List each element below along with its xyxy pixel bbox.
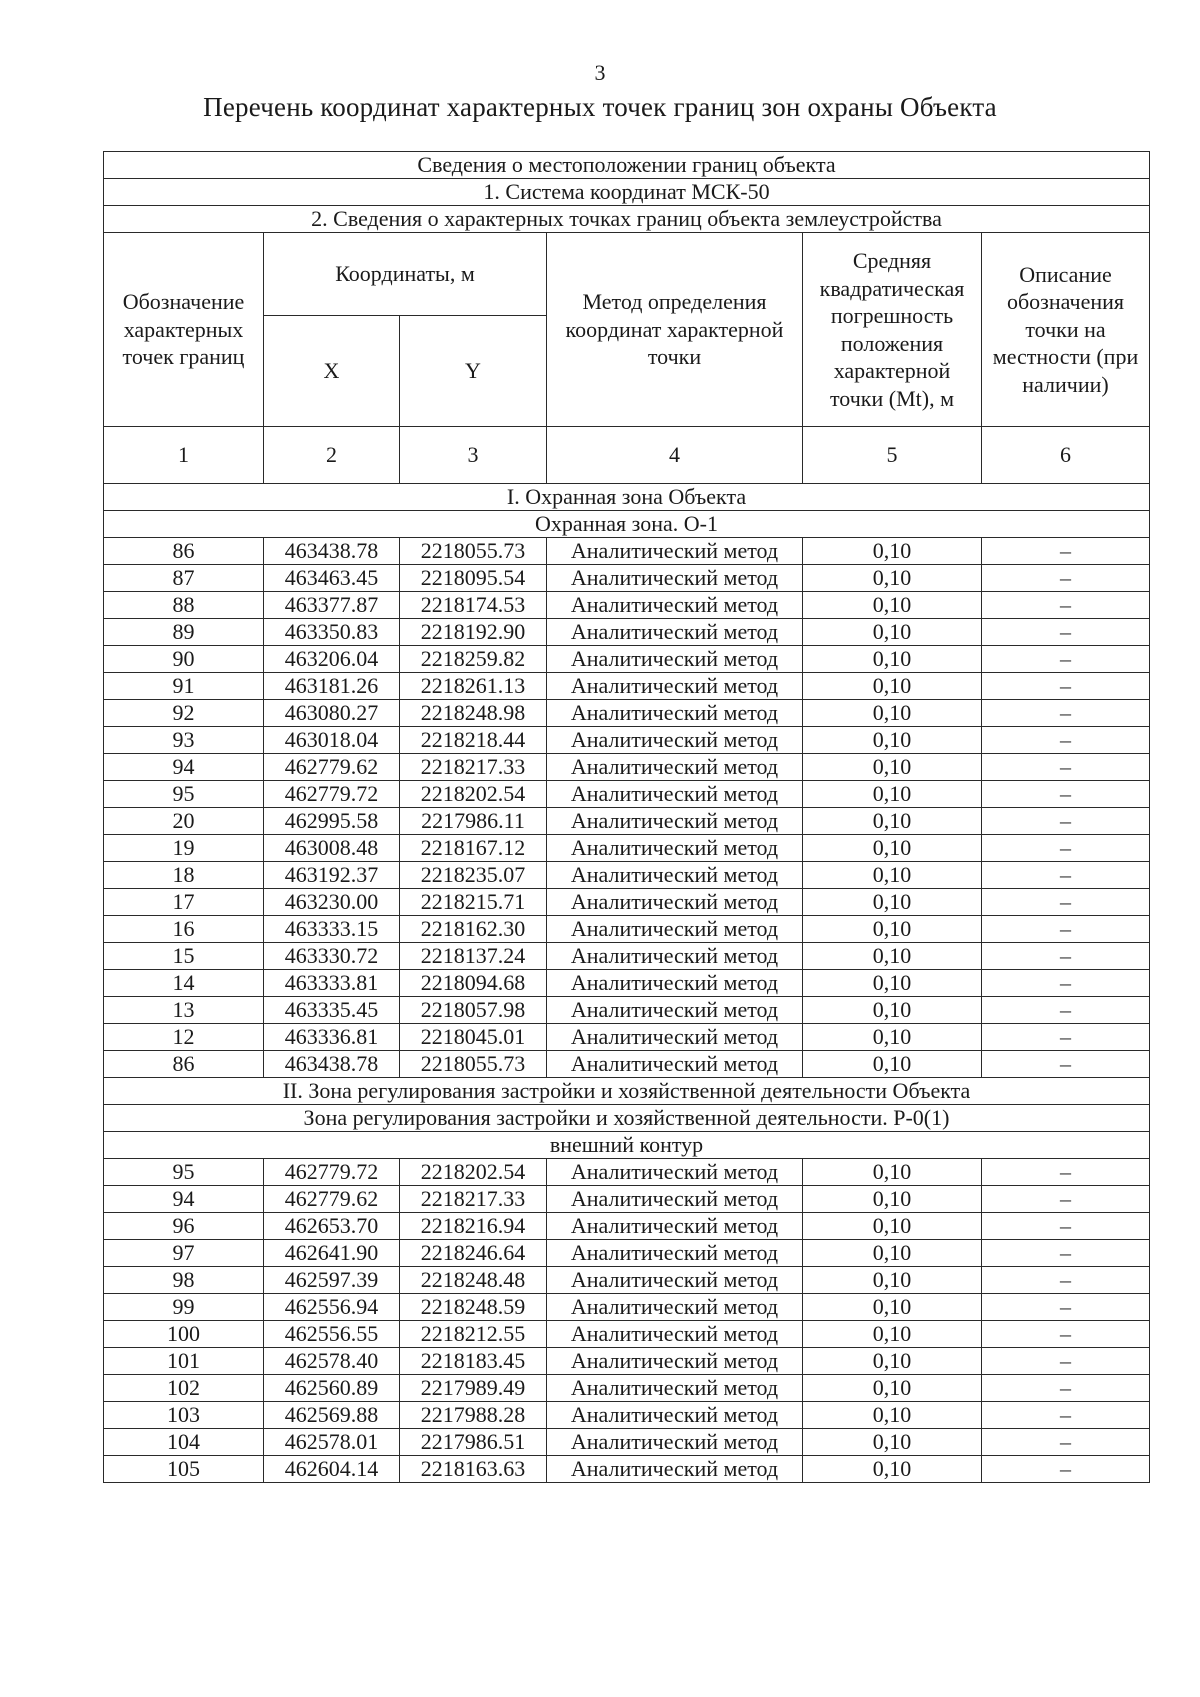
method-cell: Аналитический метод <box>547 808 803 835</box>
mean-error-cell: 0,10 <box>803 565 982 592</box>
table-row <box>104 1051 1150 1078</box>
method-cell: Аналитический метод <box>547 673 803 700</box>
method-cell: Аналитический метод <box>547 619 803 646</box>
page-number: 3 <box>594 60 606 85</box>
description-cell: – <box>982 700 1150 727</box>
table-row <box>104 970 1150 997</box>
method-cell: Аналитический метод <box>547 1024 803 1051</box>
mean-error-cell: 0,10 <box>803 1456 982 1483</box>
x-coordinate-cell: 463330.72 <box>264 943 400 970</box>
description-cell: – <box>982 1267 1150 1294</box>
table-row <box>104 1024 1150 1051</box>
method-cell: Аналитический метод <box>547 1429 803 1456</box>
y-coordinate-cell: 2218055.73 <box>400 1051 547 1078</box>
method-cell: Аналитический метод <box>547 1456 803 1483</box>
mean-error-cell: 0,10 <box>803 619 982 646</box>
x-coordinate-cell: 463335.45 <box>264 997 400 1024</box>
point-number-cell: 94 <box>104 754 264 781</box>
mean-error-cell: 0,10 <box>803 1159 982 1186</box>
point-number-cell: 101 <box>104 1348 264 1375</box>
y-coordinate-cell: 2218216.94 <box>400 1213 547 1240</box>
description-cell: – <box>982 1213 1150 1240</box>
table-row <box>104 1186 1150 1213</box>
y-coordinate-cell: 2218202.54 <box>400 1159 547 1186</box>
method-cell: Аналитический метод <box>547 889 803 916</box>
x-coordinate-cell: 462779.62 <box>264 754 400 781</box>
description-cell: – <box>982 646 1150 673</box>
mean-error-cell: 0,10 <box>803 1294 982 1321</box>
mean-error-cell: 0,10 <box>803 808 982 835</box>
mean-error-cell: 0,10 <box>803 781 982 808</box>
section-title-protection-zone: I. Охранная зона Объекта <box>104 484 1150 511</box>
table-row <box>104 646 1150 673</box>
header-method: Метод определения координат характерной точки <box>547 233 803 427</box>
point-number-cell: 105 <box>104 1456 264 1483</box>
method-cell: Аналитический метод <box>547 835 803 862</box>
y-coordinate-cell: 2218137.24 <box>400 943 547 970</box>
point-number-cell: 13 <box>104 997 264 1024</box>
point-number-cell: 103 <box>104 1402 264 1429</box>
y-coordinate-cell: 2218167.12 <box>400 835 547 862</box>
table-row <box>104 889 1150 916</box>
section-title-regulation-zone: II. Зона регулирования застройки и хозяйственной деятельности Объекта <box>104 1078 1150 1105</box>
description-cell: – <box>982 727 1150 754</box>
description-cell: – <box>982 592 1150 619</box>
x-coordinate-cell: 462779.72 <box>264 781 400 808</box>
y-coordinate-cell: 2218217.33 <box>400 1186 547 1213</box>
x-coordinate-cell: 463206.04 <box>264 646 400 673</box>
method-cell: Аналитический метод <box>547 970 803 997</box>
table-row <box>104 916 1150 943</box>
point-number-cell: 14 <box>104 970 264 997</box>
y-coordinate-cell: 2218094.68 <box>400 970 547 997</box>
header-x: X <box>264 316 400 427</box>
y-coordinate-cell: 2217989.49 <box>400 1375 547 1402</box>
point-number-cell: 99 <box>104 1294 264 1321</box>
x-coordinate-cell: 463192.37 <box>264 862 400 889</box>
table-row <box>104 781 1150 808</box>
description-cell: – <box>982 943 1150 970</box>
description-cell: – <box>982 1240 1150 1267</box>
y-coordinate-cell: 2218259.82 <box>400 646 547 673</box>
x-coordinate-cell: 462578.40 <box>264 1348 400 1375</box>
table-row <box>104 1267 1150 1294</box>
x-coordinate-cell: 462569.88 <box>264 1402 400 1429</box>
banner-location-info: Сведения о местоположении границ объекта <box>104 152 1150 179</box>
column-number: 4 <box>547 427 803 484</box>
table-row <box>104 997 1150 1024</box>
method-cell: Аналитический метод <box>547 700 803 727</box>
method-cell: Аналитический метод <box>547 646 803 673</box>
table-row <box>104 943 1150 970</box>
y-coordinate-cell: 2218057.98 <box>400 997 547 1024</box>
method-cell: Аналитический метод <box>547 862 803 889</box>
x-coordinate-cell: 463181.26 <box>264 673 400 700</box>
mean-error-cell: 0,10 <box>803 1348 982 1375</box>
column-number: 1 <box>104 427 264 484</box>
point-number-cell: 94 <box>104 1186 264 1213</box>
x-coordinate-cell: 462995.58 <box>264 808 400 835</box>
mean-error-cell: 0,10 <box>803 835 982 862</box>
mean-error-cell: 0,10 <box>803 1267 982 1294</box>
table-row <box>104 1294 1150 1321</box>
mean-error-cell: 0,10 <box>803 862 982 889</box>
section-subtitle-outer-contour: внешний контур <box>104 1132 1150 1159</box>
x-coordinate-cell: 462560.89 <box>264 1375 400 1402</box>
description-cell: – <box>982 565 1150 592</box>
description-cell: – <box>982 673 1150 700</box>
header-y: Y <box>400 316 547 427</box>
description-cell: – <box>982 808 1150 835</box>
x-coordinate-cell: 462556.94 <box>264 1294 400 1321</box>
table-row <box>104 673 1150 700</box>
y-coordinate-cell: 2218202.54 <box>400 781 547 808</box>
y-coordinate-cell: 2218215.71 <box>400 889 547 916</box>
description-cell: – <box>982 1456 1150 1483</box>
x-coordinate-cell: 462597.39 <box>264 1267 400 1294</box>
method-cell: Аналитический метод <box>547 943 803 970</box>
header-coordinates: Координаты, м <box>264 233 547 316</box>
description-cell: – <box>982 781 1150 808</box>
mean-error-cell: 0,10 <box>803 673 982 700</box>
description-cell: – <box>982 1051 1150 1078</box>
table-row <box>104 538 1150 565</box>
table-row <box>104 754 1150 781</box>
y-coordinate-cell: 2218212.55 <box>400 1321 547 1348</box>
y-coordinate-cell: 2218235.07 <box>400 862 547 889</box>
page-title: Перечень координат характерных точек границ зон охраны Объекта <box>203 92 997 122</box>
point-number-cell: 92 <box>104 700 264 727</box>
x-coordinate-cell: 463350.83 <box>264 619 400 646</box>
table-row <box>104 862 1150 889</box>
table-row <box>104 808 1150 835</box>
table-row <box>104 1429 1150 1456</box>
method-cell: Аналитический метод <box>547 1375 803 1402</box>
method-cell: Аналитический метод <box>547 1402 803 1429</box>
y-coordinate-cell: 2217986.51 <box>400 1429 547 1456</box>
point-number-cell: 96 <box>104 1213 264 1240</box>
method-cell: Аналитический метод <box>547 727 803 754</box>
column-number: 5 <box>803 427 982 484</box>
point-number-cell: 89 <box>104 619 264 646</box>
mean-error-cell: 0,10 <box>803 889 982 916</box>
header-point-designation: Обозначение характерных точек границ <box>104 233 264 427</box>
x-coordinate-cell: 463336.81 <box>264 1024 400 1051</box>
mean-error-cell: 0,10 <box>803 1240 982 1267</box>
description-cell: – <box>982 754 1150 781</box>
description-cell: – <box>982 1024 1150 1051</box>
method-cell: Аналитический метод <box>547 781 803 808</box>
x-coordinate-cell: 462556.55 <box>264 1321 400 1348</box>
section-subtitle-r0: Зона регулирования застройки и хозяйственной деятельности. Р-0(1) <box>104 1105 1150 1132</box>
x-coordinate-cell: 463333.15 <box>264 916 400 943</box>
description-cell: – <box>982 997 1150 1024</box>
mean-error-cell: 0,10 <box>803 646 982 673</box>
method-cell: Аналитический метод <box>547 1213 803 1240</box>
banner-characteristic-points: 2. Сведения о характерных точках границ объекта землеустройства <box>104 206 1150 233</box>
x-coordinate-cell: 463438.78 <box>264 1051 400 1078</box>
table-row <box>104 619 1150 646</box>
mean-error-cell: 0,10 <box>803 538 982 565</box>
table-row <box>104 565 1150 592</box>
x-coordinate-cell: 463018.04 <box>264 727 400 754</box>
x-coordinate-cell: 462653.70 <box>264 1213 400 1240</box>
description-cell: – <box>982 1294 1150 1321</box>
y-coordinate-cell: 2218248.59 <box>400 1294 547 1321</box>
point-number-cell: 17 <box>104 889 264 916</box>
method-cell: Аналитический метод <box>547 1267 803 1294</box>
x-coordinate-cell: 463008.48 <box>264 835 400 862</box>
description-cell: – <box>982 862 1150 889</box>
point-number-cell: 95 <box>104 1159 264 1186</box>
point-number-cell: 102 <box>104 1375 264 1402</box>
method-cell: Аналитический метод <box>547 1348 803 1375</box>
y-coordinate-cell: 2218246.64 <box>400 1240 547 1267</box>
point-number-cell: 90 <box>104 646 264 673</box>
point-number-cell: 97 <box>104 1240 264 1267</box>
y-coordinate-cell: 2218174.53 <box>400 592 547 619</box>
point-number-cell: 95 <box>104 781 264 808</box>
banner-coordinate-system: 1. Система координат МСК-50 <box>104 179 1150 206</box>
y-coordinate-cell: 2218045.01 <box>400 1024 547 1051</box>
x-coordinate-cell: 462779.62 <box>264 1186 400 1213</box>
mean-error-cell: 0,10 <box>803 1402 982 1429</box>
table-row <box>104 1375 1150 1402</box>
table-row <box>104 1213 1150 1240</box>
point-number-cell: 88 <box>104 592 264 619</box>
description-cell: – <box>982 619 1150 646</box>
method-cell: Аналитический метод <box>547 1294 803 1321</box>
y-coordinate-cell: 2218248.98 <box>400 700 547 727</box>
description-cell: – <box>982 538 1150 565</box>
section-subtitle-o1: Охранная зона. О-1 <box>104 511 1150 538</box>
y-coordinate-cell: 2218217.33 <box>400 754 547 781</box>
mean-error-cell: 0,10 <box>803 916 982 943</box>
description-cell: – <box>982 970 1150 997</box>
point-number-cell: 19 <box>104 835 264 862</box>
description-cell: – <box>982 1402 1150 1429</box>
point-number-cell: 18 <box>104 862 264 889</box>
y-coordinate-cell: 2218248.48 <box>400 1267 547 1294</box>
point-number-cell: 86 <box>104 1051 264 1078</box>
table-row <box>104 1402 1150 1429</box>
mean-error-cell: 0,10 <box>803 1024 982 1051</box>
table-row <box>104 1159 1150 1186</box>
description-cell: – <box>982 1375 1150 1402</box>
mean-error-cell: 0,10 <box>803 754 982 781</box>
column-number: 2 <box>264 427 400 484</box>
table-row <box>104 1321 1150 1348</box>
mean-error-cell: 0,10 <box>803 943 982 970</box>
x-coordinate-cell: 463463.45 <box>264 565 400 592</box>
x-coordinate-cell: 463230.00 <box>264 889 400 916</box>
description-cell: – <box>982 889 1150 916</box>
point-number-cell: 16 <box>104 916 264 943</box>
mean-error-cell: 0,10 <box>803 1321 982 1348</box>
table-row <box>104 592 1150 619</box>
point-number-cell: 100 <box>104 1321 264 1348</box>
x-coordinate-cell: 462604.14 <box>264 1456 400 1483</box>
mean-error-cell: 0,10 <box>803 997 982 1024</box>
header-mean-error: Средняя квадратическая погрешность положения характерной точки (Mt), м <box>803 233 982 427</box>
method-cell: Аналитический метод <box>547 1321 803 1348</box>
x-coordinate-cell: 463438.78 <box>264 538 400 565</box>
method-cell: Аналитический метод <box>547 754 803 781</box>
mean-error-cell: 0,10 <box>803 592 982 619</box>
table-row <box>104 700 1150 727</box>
y-coordinate-cell: 2218162.30 <box>400 916 547 943</box>
y-coordinate-cell: 2218163.63 <box>400 1456 547 1483</box>
method-cell: Аналитический метод <box>547 592 803 619</box>
y-coordinate-cell: 2218218.44 <box>400 727 547 754</box>
mean-error-cell: 0,10 <box>803 1213 982 1240</box>
table-row <box>104 1348 1150 1375</box>
mean-error-cell: 0,10 <box>803 700 982 727</box>
y-coordinate-cell: 2218183.45 <box>400 1348 547 1375</box>
table-row <box>104 835 1150 862</box>
description-cell: – <box>982 835 1150 862</box>
mean-error-cell: 0,10 <box>803 1429 982 1456</box>
y-coordinate-cell: 2218095.54 <box>400 565 547 592</box>
mean-error-cell: 0,10 <box>803 1186 982 1213</box>
point-number-cell: 87 <box>104 565 264 592</box>
mean-error-cell: 0,10 <box>803 1051 982 1078</box>
x-coordinate-cell: 463333.81 <box>264 970 400 997</box>
x-coordinate-cell: 463080.27 <box>264 700 400 727</box>
y-coordinate-cell: 2218055.73 <box>400 538 547 565</box>
method-cell: Аналитический метод <box>547 1186 803 1213</box>
point-number-cell: 93 <box>104 727 264 754</box>
y-coordinate-cell: 2217988.28 <box>400 1402 547 1429</box>
header-point-description: Описание обозначения точки на местности (при наличии) <box>982 233 1150 427</box>
table-row <box>104 727 1150 754</box>
point-number-cell: 12 <box>104 1024 264 1051</box>
y-coordinate-cell: 2217986.11 <box>400 808 547 835</box>
y-coordinate-cell: 2218261.13 <box>400 673 547 700</box>
point-number-cell: 15 <box>104 943 264 970</box>
description-cell: – <box>982 1159 1150 1186</box>
method-cell: Аналитический метод <box>547 538 803 565</box>
table-row <box>104 1240 1150 1267</box>
point-number-cell: 91 <box>104 673 264 700</box>
description-cell: – <box>982 1348 1150 1375</box>
description-cell: – <box>982 1321 1150 1348</box>
column-number: 6 <box>982 427 1150 484</box>
method-cell: Аналитический метод <box>547 1240 803 1267</box>
mean-error-cell: 0,10 <box>803 727 982 754</box>
description-cell: – <box>982 1186 1150 1213</box>
mean-error-cell: 0,10 <box>803 1375 982 1402</box>
description-cell: – <box>982 916 1150 943</box>
point-number-cell: 98 <box>104 1267 264 1294</box>
y-coordinate-cell: 2218192.90 <box>400 619 547 646</box>
coordinates-table <box>103 151 1150 1483</box>
point-number-cell: 86 <box>104 538 264 565</box>
method-cell: Аналитический метод <box>547 997 803 1024</box>
method-cell: Аналитический метод <box>547 916 803 943</box>
x-coordinate-cell: 462641.90 <box>264 1240 400 1267</box>
x-coordinate-cell: 462578.01 <box>264 1429 400 1456</box>
table-row <box>104 1456 1150 1483</box>
method-cell: Аналитический метод <box>547 1051 803 1078</box>
description-cell: – <box>982 1429 1150 1456</box>
x-coordinate-cell: 462779.72 <box>264 1159 400 1186</box>
method-cell: Аналитический метод <box>547 1159 803 1186</box>
method-cell: Аналитический метод <box>547 565 803 592</box>
point-number-cell: 20 <box>104 808 264 835</box>
column-number: 3 <box>400 427 547 484</box>
mean-error-cell: 0,10 <box>803 970 982 997</box>
x-coordinate-cell: 463377.87 <box>264 592 400 619</box>
point-number-cell: 104 <box>104 1429 264 1456</box>
